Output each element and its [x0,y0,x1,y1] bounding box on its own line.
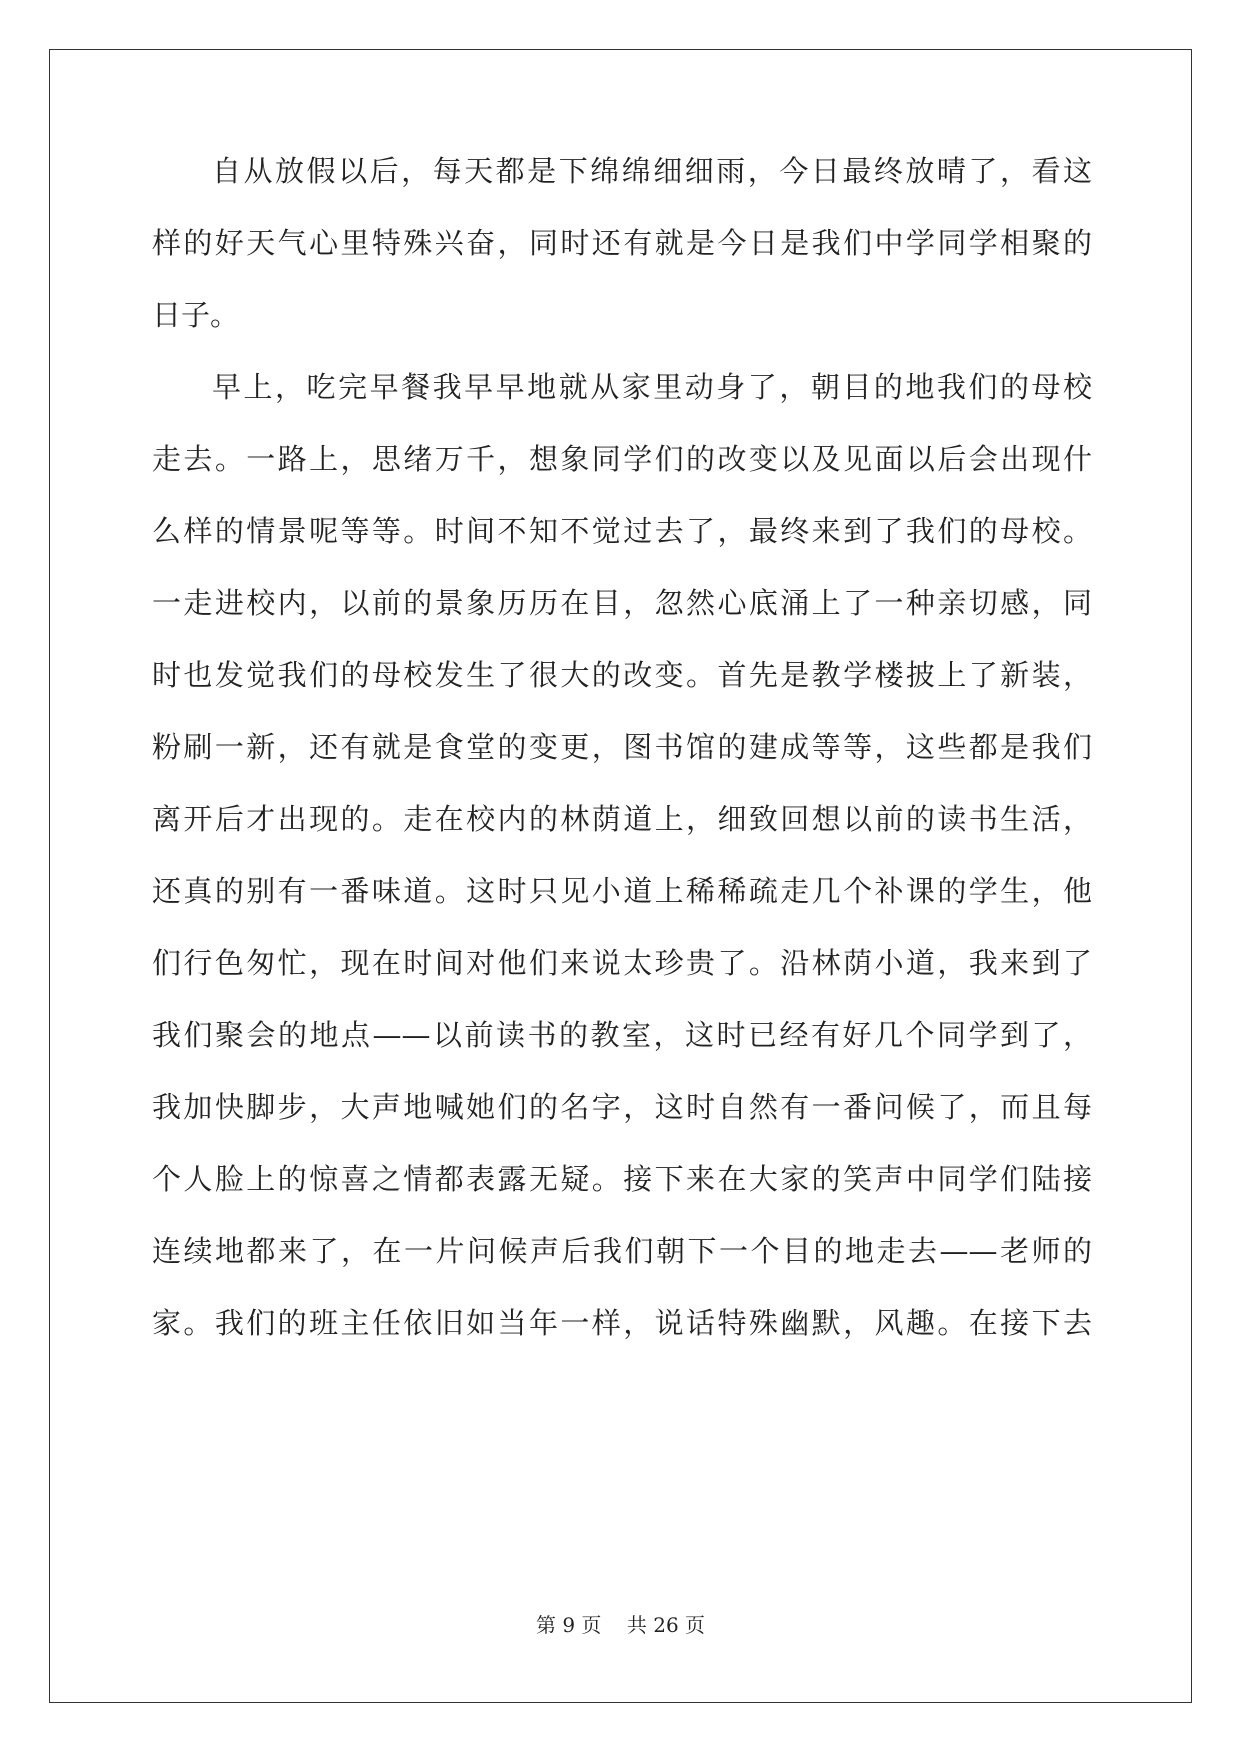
paragraph-2-line-4: 一走进校内，以前的景象历历在目，忽然心底涌上了一种亲切感，同 [152,586,1092,620]
paragraph-2-line-3: 么样的情景呢等等。时间不知不觉过去了，最终来到了我们的母校。 [152,514,1092,548]
paragraph-1-line-1: 自从放假以后，每天都是下绵绵细细雨，今日最终放晴了，看这 [212,154,1092,188]
paragraph-1-line-3: 日子。 [152,298,240,332]
paragraph-2-line-5: 时也发觉我们的母校发生了很大的改变。首先是教学楼披上了新装， [152,658,1092,692]
page-footer [0,1610,1241,1640]
paragraph-2-line-6: 粉刷一新，还有就是食堂的变更，图书馆的建成等等，这些都是我们 [152,730,1092,764]
page-total: 共 26 页 [626,1613,706,1637]
paragraph-2-line-9: 们行色匆忙，现在时间对他们来说太珍贵了。沿林荫小道，我来到了 [152,946,1092,980]
page-number: 第 9 页 [535,1613,602,1637]
paragraph-2-line-13: 连续地都来了，在一片问候声后我们朝下一个目的地走去——老师的 [152,1234,1092,1268]
paragraph-2-line-7: 离开后才出现的。走在校内的林荫道上，细致回想以前的读书生活， [152,802,1092,836]
paragraph-2-line-11: 我加快脚步，大声地喊她们的名字，这时自然有一番问候了，而且每 [152,1090,1092,1124]
paragraph-2-line-14: 家。我们的班主任依旧如当年一样，说话特殊幽默，风趣。在接下去 [152,1306,1092,1340]
paragraph-1-line-2: 样的好天气心里特殊兴奋，同时还有就是今日是我们中学同学相聚的 [152,226,1092,260]
paragraph-2-line-1: 早上，吃完早餐我早早地就从家里动身了，朝目的地我们的母校 [212,370,1092,404]
paragraph-2-line-2: 走去。一路上，思绪万千，想象同学们的改变以及见面以后会出现什 [152,442,1092,476]
paragraph-2-line-8: 还真的别有一番味道。这时只见小道上稀稀疏走几个补课的学生，他 [152,874,1092,908]
paragraph-2-line-10: 我们聚会的地点——以前读书的教室，这时已经有好几个同学到了， [152,1018,1092,1052]
paragraph-2-line-12: 个人脸上的惊喜之情都表露无疑。接下来在大家的笑声中同学们陆接 [152,1162,1092,1196]
